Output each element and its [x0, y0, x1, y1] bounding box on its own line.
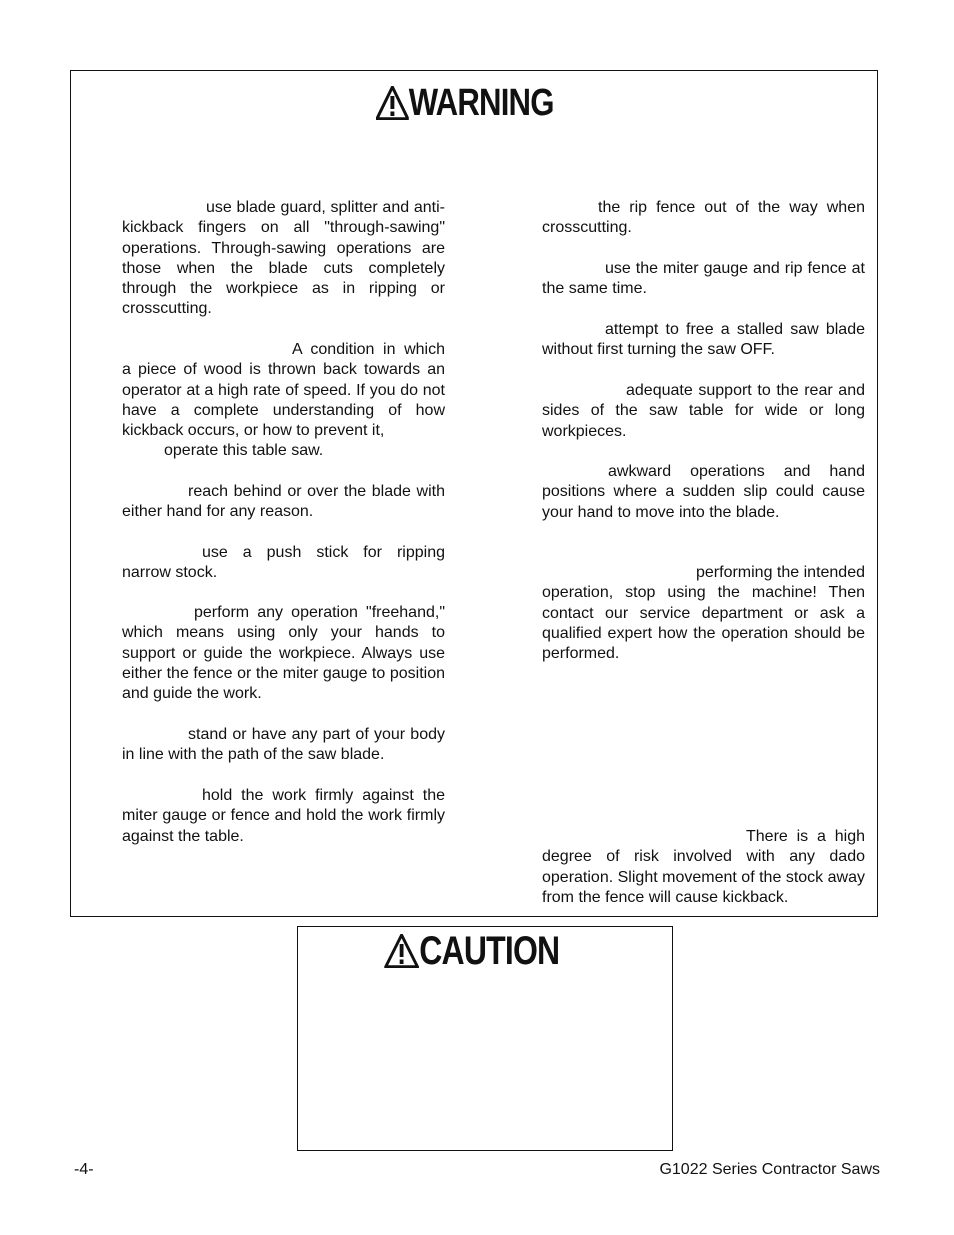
warning-title: WARNING: [408, 81, 554, 124]
warning-right-item-2: use the miter gauge and rip fence at the same time.: [542, 260, 865, 298]
warning-left-item-3: operate this table saw.: [164, 442, 324, 459]
warning-heading: [376, 81, 554, 124]
warning-left-item-8: hold the work firmly against the miter gauge or fence and hold the work firmly against the table.: [122, 787, 445, 845]
caution-heading: [384, 928, 560, 973]
warning-right-item-7: There is a high degree of risk involved with any dado operation. Slight movement of the stock away from the fence will cause kickback.: [542, 828, 865, 906]
warning-right-item-6: performing the intended operation, stop using the machine! Then contact our service department or ask a qualified expert how the operation should be performed.: [542, 564, 865, 663]
warning-right-item-5: awkward operations and hand positions where a sudden slip could cause your hand to move into the blade.: [542, 463, 865, 521]
warning-left-item-7: stand or have any part of your body in line with the path of the saw blade.: [122, 726, 445, 764]
caution-box: [297, 926, 673, 1151]
warning-left-item-1: use blade guard, splitter and anti-kickback fingers on all "through-sawing" operations. Through-sawing operations are those when the blade cuts completely through the workpiece as in ripping or crosscutting.: [122, 199, 445, 318]
caution-title: CAUTION: [419, 928, 560, 973]
warning-right-item-1: the rip fence out of the way when crosscutting.: [542, 199, 865, 237]
caution-triangle-icon: [384, 934, 419, 968]
document-title: G1022 Series Contractor Saws: [659, 1161, 880, 1178]
warning-right-item-3: attempt to free a stalled saw blade without first turning the saw OFF.: [542, 321, 865, 359]
warning-left-item-4: reach behind or over the blade with either hand for any reason.: [122, 483, 445, 521]
warning-left-item-6: perform any operation "freehand," which means using only your hands to support or guide the workpiece. Always use either the fence or the miter gauge to position and guide the work.: [122, 604, 445, 703]
warning-box: [70, 70, 878, 917]
warning-left-item-2: A condition in which a piece of wood is thrown back towards an operator at a high rate of speed. If you do not have a complete understanding of how kickback occurs, or how to prevent it,: [122, 341, 445, 440]
warning-triangle-icon: [376, 86, 409, 120]
warning-left-item-5: use a push stick for ripping narrow stock.: [122, 544, 445, 582]
warning-right-item-4: adequate support to the rear and sides of the saw table for wide or long workpieces.: [542, 382, 865, 440]
page-number: -4-: [74, 1161, 94, 1178]
